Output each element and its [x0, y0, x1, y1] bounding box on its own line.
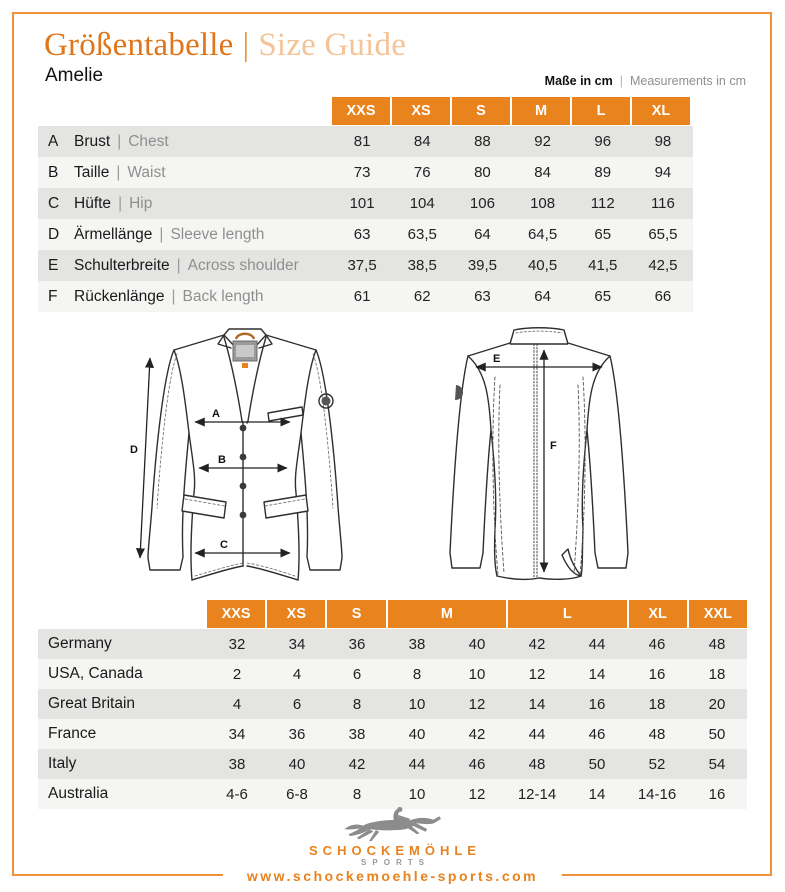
cell: 16 [588, 695, 606, 713]
row-label: Germany [48, 635, 112, 652]
size-col-xxs: XXS [332, 97, 390, 125]
cell: 42,5 [648, 257, 678, 274]
cell: 50 [708, 725, 726, 743]
row-label [38, 288, 332, 306]
row-label [38, 226, 332, 244]
label-german: Brust [74, 132, 111, 150]
website-link[interactable]: www.schockemoehle-sports.com [223, 867, 562, 885]
row-key: D [48, 225, 60, 243]
dim-label-f: F [550, 440, 557, 452]
dim-label-c: C [220, 539, 228, 551]
cell: 6-8 [286, 785, 308, 803]
table-row-sleeve-length [38, 219, 693, 250]
label-separator: | [171, 287, 176, 305]
cell: 44 [528, 725, 546, 743]
cell: 18 [708, 665, 726, 683]
table-row-waist [38, 157, 693, 188]
table-row-across-shoulder [38, 250, 693, 281]
table-row-hip [38, 188, 693, 219]
label-separator: | [117, 132, 122, 150]
cell: 14 [528, 695, 546, 713]
size-col-xxl: XXL [689, 600, 747, 628]
dim-label-d: D [130, 444, 138, 456]
size-col-xl: XL [629, 600, 687, 628]
cell: 16 [648, 665, 666, 683]
cell: 4-6 [226, 785, 248, 803]
row-key: A [48, 132, 59, 150]
cell: 16 [708, 785, 726, 803]
table-row-great-britain [38, 689, 747, 719]
title-separator: | [242, 27, 250, 63]
cell: 80 [474, 164, 491, 181]
brand-name: SCHOCKEMÖHLE [309, 843, 481, 858]
row-label: France [48, 725, 97, 742]
measure-table [38, 126, 693, 312]
table-row-france [38, 719, 747, 749]
label-english: Sleeve length [170, 225, 265, 243]
cell: 96 [594, 133, 612, 150]
footer-url [0, 867, 785, 886]
cell: 42 [528, 635, 546, 653]
label-english: Chest [128, 132, 169, 150]
horse-logo-icon [333, 806, 453, 842]
cell: 44 [408, 755, 426, 773]
cell: 84 [413, 133, 431, 150]
cell: 32 [228, 635, 246, 653]
label-english: Waist [127, 163, 166, 181]
table-row-germany [38, 629, 747, 659]
label-english: Hip [129, 194, 153, 212]
cell: 108 [530, 195, 556, 212]
cell: 4 [232, 695, 242, 713]
cell: 63 [353, 226, 371, 243]
label-german: Taille [74, 163, 110, 181]
title-english: Size Guide [258, 27, 407, 63]
cell: 8 [412, 665, 422, 683]
cell: 66 [654, 288, 672, 305]
cell: 46 [588, 725, 606, 743]
cell: 2 [232, 665, 242, 683]
cell: 98 [654, 133, 672, 150]
label-german: Schulterbreite [74, 256, 170, 274]
page-title [44, 27, 406, 64]
brand-subtitle: SPORTS [361, 858, 430, 867]
table-row-back-length [38, 281, 693, 312]
cell: 39,5 [467, 257, 498, 274]
units-note [38, 74, 746, 88]
label-english: Back length [182, 287, 264, 305]
cell: 64,5 [527, 226, 558, 243]
cell: 4 [292, 665, 302, 683]
cell: 50 [588, 755, 606, 773]
cell: 38 [228, 755, 246, 773]
cell: 63 [474, 288, 491, 305]
cell: 64 [474, 226, 491, 243]
cell: 104 [409, 195, 435, 212]
cell: 42 [468, 725, 486, 743]
product-name: Amelie [45, 65, 104, 86]
row-label [38, 195, 332, 213]
units-english: Measurements in cm [629, 74, 746, 88]
cell: 48 [528, 755, 546, 773]
cell: 38 [348, 725, 366, 743]
cell: 14-16 [637, 785, 677, 803]
cell: 65,5 [648, 226, 678, 243]
cell: 10 [408, 785, 426, 803]
table-row-italy [38, 749, 747, 779]
label-german: Rückenlänge [74, 287, 165, 305]
cell: 12 [468, 695, 486, 713]
cell: 88 [474, 133, 491, 150]
cell: 38,5 [407, 257, 437, 274]
cell: 48 [708, 635, 726, 653]
size-col-m: M [388, 600, 506, 628]
label-german: Ärmellänge [74, 225, 153, 243]
dim-label-e: E [493, 353, 501, 365]
cell: 18 [648, 695, 666, 713]
cell: 6 [352, 665, 362, 683]
cell: 112 [590, 195, 615, 212]
jacket-front-diagram [130, 327, 360, 593]
cell: 52 [648, 755, 666, 773]
cell: 40,5 [527, 257, 558, 274]
size-col-l: L [508, 600, 626, 628]
cell: 10 [468, 665, 486, 683]
cell: 34 [288, 635, 306, 653]
cell: 38 [408, 635, 426, 653]
cell: 73 [353, 164, 371, 181]
table-row-chest [38, 126, 693, 157]
table-row-usa-canada [38, 659, 747, 689]
cell: 63,5 [407, 226, 437, 243]
row-label: Great Britain [48, 695, 136, 712]
size-col-xs: XS [392, 97, 450, 125]
measure-table-header [332, 97, 690, 125]
cell: 116 [650, 195, 675, 212]
cell: 61 [353, 288, 371, 305]
size-col-xl: XL [632, 97, 690, 125]
cell: 92 [534, 133, 551, 150]
cell: 65 [594, 226, 612, 243]
row-key: E [48, 256, 59, 274]
size-col-m: M [512, 97, 570, 125]
row-label [38, 164, 332, 182]
title-german: Größentabelle [44, 27, 234, 63]
cell: 81 [353, 133, 371, 150]
cell: 46 [648, 635, 666, 653]
cell: 94 [654, 164, 672, 181]
dim-label-b: B [218, 454, 226, 466]
row-label: Italy [48, 755, 77, 772]
label-separator: | [159, 225, 164, 243]
cell: 101 [349, 195, 375, 212]
cell: 54 [708, 755, 726, 773]
cell: 40 [468, 635, 486, 653]
cell: 44 [588, 635, 606, 653]
dim-label-a: A [212, 408, 220, 420]
cell: 48 [648, 725, 666, 743]
row-key: B [48, 163, 59, 181]
cell: 36 [348, 635, 366, 653]
cell: 12 [468, 785, 486, 803]
size-col-l: L [572, 97, 630, 125]
cell: 37,5 [347, 257, 377, 274]
size-col-xs: XS [267, 600, 325, 628]
cell: 76 [413, 164, 431, 181]
label-german: Hüfte [74, 194, 112, 212]
units-german: Maße in cm [544, 74, 613, 88]
cell: 10 [408, 695, 426, 713]
cell: 12-14 [517, 785, 557, 803]
cell: 8 [352, 695, 362, 713]
row-key: C [48, 194, 60, 212]
cell: 89 [594, 164, 612, 181]
cell: 6 [292, 695, 302, 713]
units-separator: | [619, 74, 623, 88]
size-col-s: S [452, 97, 510, 125]
cell: 65 [594, 288, 612, 305]
cell: 46 [468, 755, 486, 773]
cell: 106 [469, 195, 495, 212]
label-separator: | [118, 194, 123, 212]
conversion-table [38, 629, 747, 809]
row-label [38, 257, 332, 275]
label-english: Across shoulder [187, 256, 299, 274]
cell: 34 [228, 725, 246, 743]
cell: 40 [408, 725, 426, 743]
cell: 62 [413, 288, 431, 305]
row-label [38, 133, 332, 151]
cell: 14 [588, 785, 606, 803]
cell: 8 [352, 785, 362, 803]
table-row-australia [38, 779, 747, 809]
conversion-table-header [207, 600, 747, 628]
cell: 40 [288, 755, 306, 773]
cell: 84 [534, 164, 551, 181]
cell: 64 [534, 288, 551, 305]
size-col-xxs: XXS [207, 600, 265, 628]
cell: 42 [348, 755, 366, 773]
label-separator: | [116, 163, 121, 181]
cell: 14 [588, 665, 606, 683]
cell: 20 [708, 695, 726, 713]
label-separator: | [176, 256, 181, 274]
row-label: USA, Canada [48, 665, 143, 682]
row-label: Australia [48, 785, 109, 802]
size-col-s: S [327, 600, 385, 628]
jacket-back-diagram [438, 327, 638, 593]
cell: 12 [528, 665, 546, 683]
cell: 36 [288, 725, 306, 743]
row-key: F [48, 287, 58, 305]
cell: 41,5 [588, 257, 618, 274]
